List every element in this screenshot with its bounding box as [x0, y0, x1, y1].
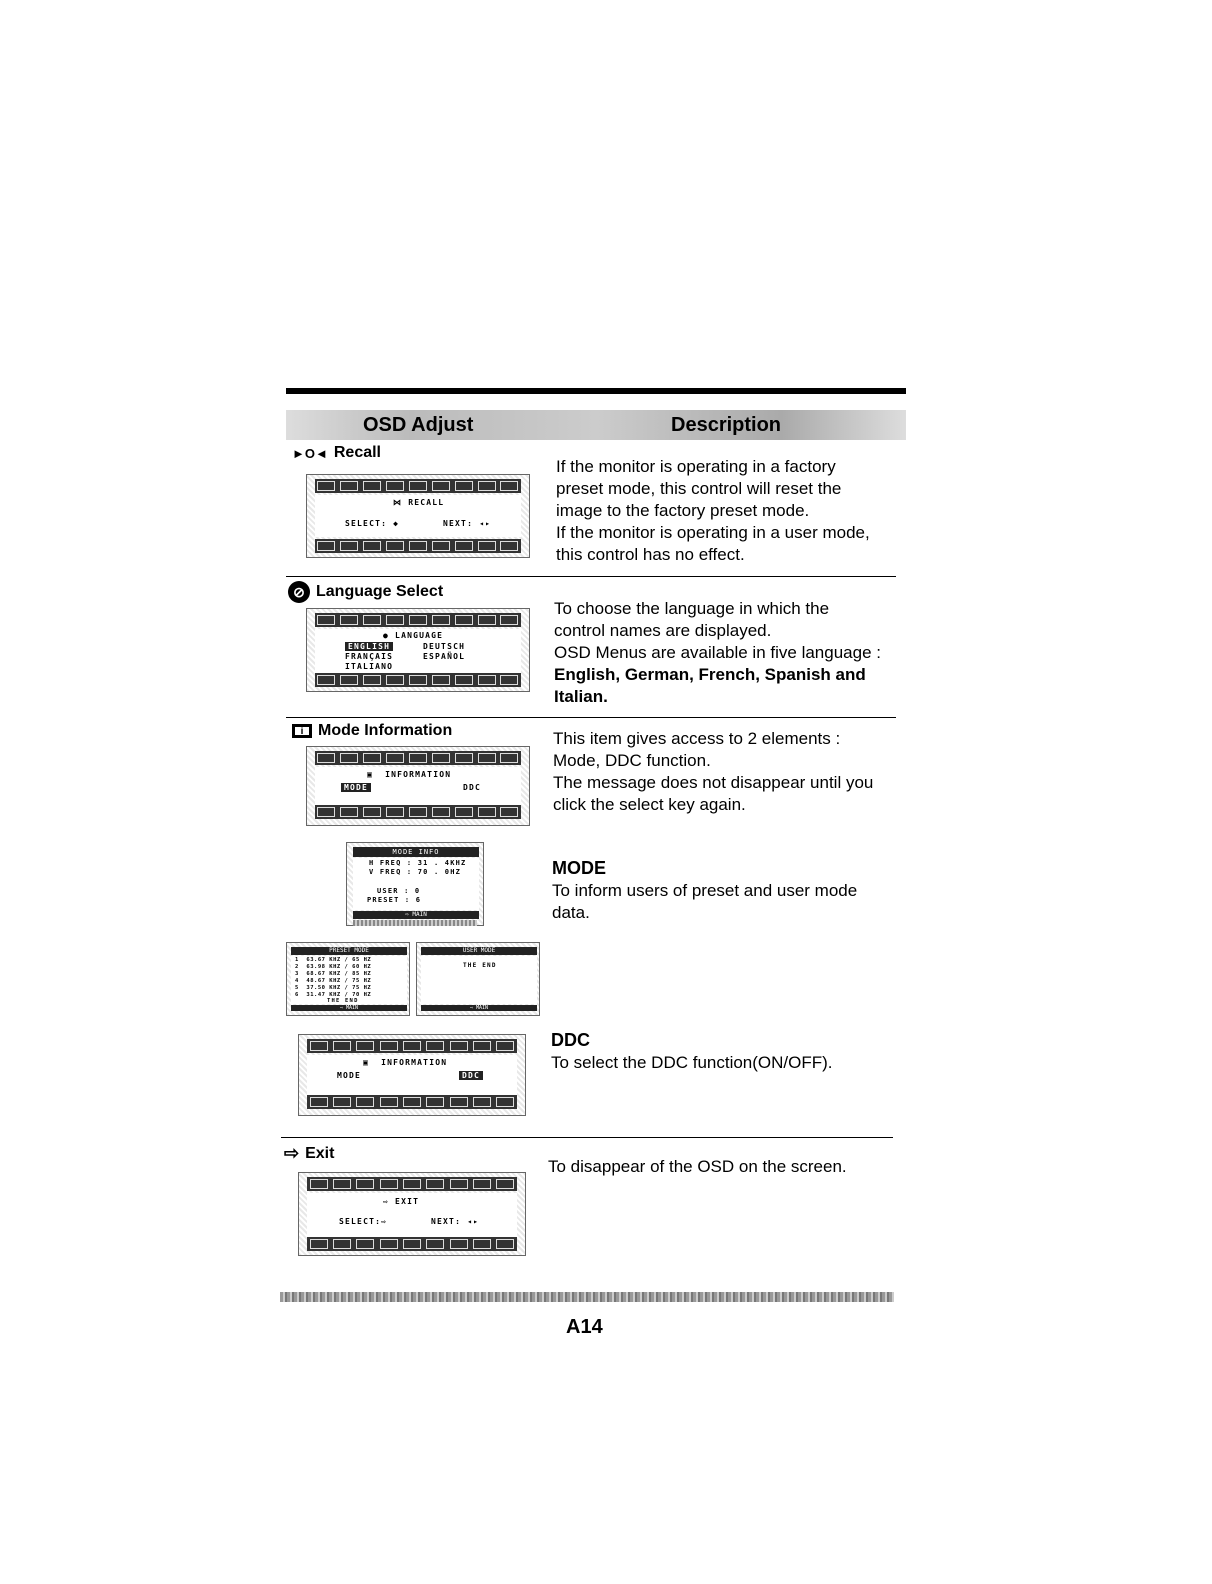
language-osd-screenshot — [306, 608, 530, 692]
user-mode-osd — [416, 942, 540, 1016]
language-option-english: ENGLISH — [345, 642, 393, 651]
ddc-description: To select the DDC function(ON/OFF). — [551, 1053, 833, 1072]
exit-label: ⇨ Exit — [284, 1143, 335, 1163]
osd-top-icon-bar — [307, 1177, 517, 1191]
ddc-osd-title: ▣ INFORMATION — [363, 1058, 448, 1067]
header-osd-adjust: OSD Adjust — [363, 414, 474, 436]
section-divider — [286, 717, 896, 718]
user-end: THE END — [463, 962, 497, 969]
user-mode-title: USER MODE — [421, 947, 537, 955]
globe-icon: ⊘ — [288, 581, 310, 603]
exit-icon: ⇨ — [284, 1143, 300, 1163]
recall-description: If the monitor is operating in a factory preset mode, this control will reset the image to the factory preset mode. If the monitor is operating in a user mode, this control has no effect. — [556, 457, 870, 564]
recall-osd-next: NEXT: ◂▸ — [443, 519, 492, 528]
mode-title: MODE — [552, 858, 606, 878]
osd-top-icon-bar — [315, 751, 521, 765]
header-description: Description — [671, 414, 782, 436]
exit-osd-screenshot — [298, 1172, 526, 1256]
language-option-francais: FRANÇAIS — [345, 652, 394, 661]
mode-vfreq: V FREQ : 70 . 0HZ — [369, 868, 462, 876]
preset-line-4: 4 48.67 KHZ / 75 HZ — [295, 978, 372, 984]
exit-osd-next: NEXT: ◂▸ — [431, 1217, 480, 1226]
user-main-bar: ⇨ MAIN — [421, 1005, 537, 1011]
preset-line-6: 6 31.47 KHZ / 70 HZ — [295, 992, 372, 998]
osd-top-icon-bar — [307, 1039, 517, 1053]
language-option-italiano: ITALIANO — [345, 662, 394, 671]
page-number: A14 — [566, 1316, 603, 1338]
mode-preset: PRESET : 6 — [367, 896, 422, 904]
mode-info-osd-ddc: DDC — [463, 783, 482, 792]
recall-osd-title: ⋈ RECALL — [393, 498, 445, 507]
section-divider — [286, 576, 896, 577]
footer-band — [280, 1292, 894, 1302]
mode-user: USER : 0 — [377, 887, 421, 895]
preset-end: THE END — [327, 998, 359, 1004]
osd-top-icon-bar — [315, 479, 521, 493]
osd-bottom-icon-bar — [307, 1237, 517, 1251]
preset-line-1: 1 63.67 KHZ / 65 HZ — [295, 957, 372, 963]
language-option-deutsch: DEUTSCH — [423, 642, 466, 651]
mode-info-description: This item gives access to 2 elements : Mode, DDC function. The message does not disappear until you click the select key again. — [553, 729, 874, 814]
recall-icon: ►O◄ — [292, 445, 328, 461]
section-divider — [281, 1137, 893, 1138]
exit-description: To disappear of the OSD on the screen. — [548, 1157, 847, 1176]
osd-top-icon-bar — [315, 613, 521, 627]
osd-bottom-icon-bar — [315, 539, 521, 553]
mode-hfreq: H FREQ : 31 . 4KHZ — [369, 859, 467, 867]
preset-line-5: 5 37.50 KHZ / 75 HZ — [295, 985, 372, 991]
info-icon: i — [292, 724, 312, 738]
ddc-osd-screenshot — [298, 1034, 526, 1116]
language-label: ⊘ Language Select — [288, 581, 443, 603]
preset-mode-osd — [286, 942, 410, 1016]
language-osd-title: ● LANGUAGE — [383, 631, 444, 640]
osd-bottom-icon-bar — [307, 1095, 517, 1109]
mode-info-sub-title: MODE INFO — [353, 847, 479, 857]
mode-info-osd-mode: MODE — [341, 783, 371, 792]
mode-info-osd-title: ▣ INFORMATION — [367, 770, 452, 779]
language-description: To choose the language in which the control names are displayed. OSD Menus are available in five language : English, German, French, Spanish and Italian. — [554, 599, 881, 706]
ddc-osd-ddc: DDC — [459, 1071, 483, 1080]
osd-bottom-icon-bar — [315, 673, 521, 687]
ddc-title: DDC — [551, 1030, 590, 1050]
language-option-espanol: ESPAÑOL — [423, 652, 466, 661]
mode-info-sub-osd — [346, 842, 484, 926]
mode-description: To inform users of preset and user mode data. — [552, 881, 858, 922]
ddc-osd-mode: MODE — [337, 1071, 362, 1080]
recall-label: ►O◄ Recall — [292, 444, 381, 461]
preset-main-bar: ⇨ MAIN — [291, 1005, 407, 1011]
recall-osd-screenshot — [306, 474, 530, 558]
top-rule — [286, 388, 906, 394]
exit-osd-select: SELECT:⇨ — [339, 1217, 388, 1226]
mode-main-bar: ⇨ MAIN — [353, 911, 479, 919]
preset-mode-title: PRESET MODE — [291, 947, 407, 955]
mode-info-osd-screenshot — [306, 746, 530, 826]
exit-osd-title: ⇨ EXIT — [383, 1197, 420, 1206]
recall-osd-select: SELECT: ◆ — [345, 519, 400, 528]
osd-bottom-icon-bar — [315, 805, 521, 819]
preset-line-3: 3 68.67 KHZ / 85 HZ — [295, 971, 372, 977]
mode-info-label: i Mode Information — [292, 722, 452, 740]
preset-line-2: 2 63.98 KHZ / 60 HZ — [295, 964, 372, 970]
